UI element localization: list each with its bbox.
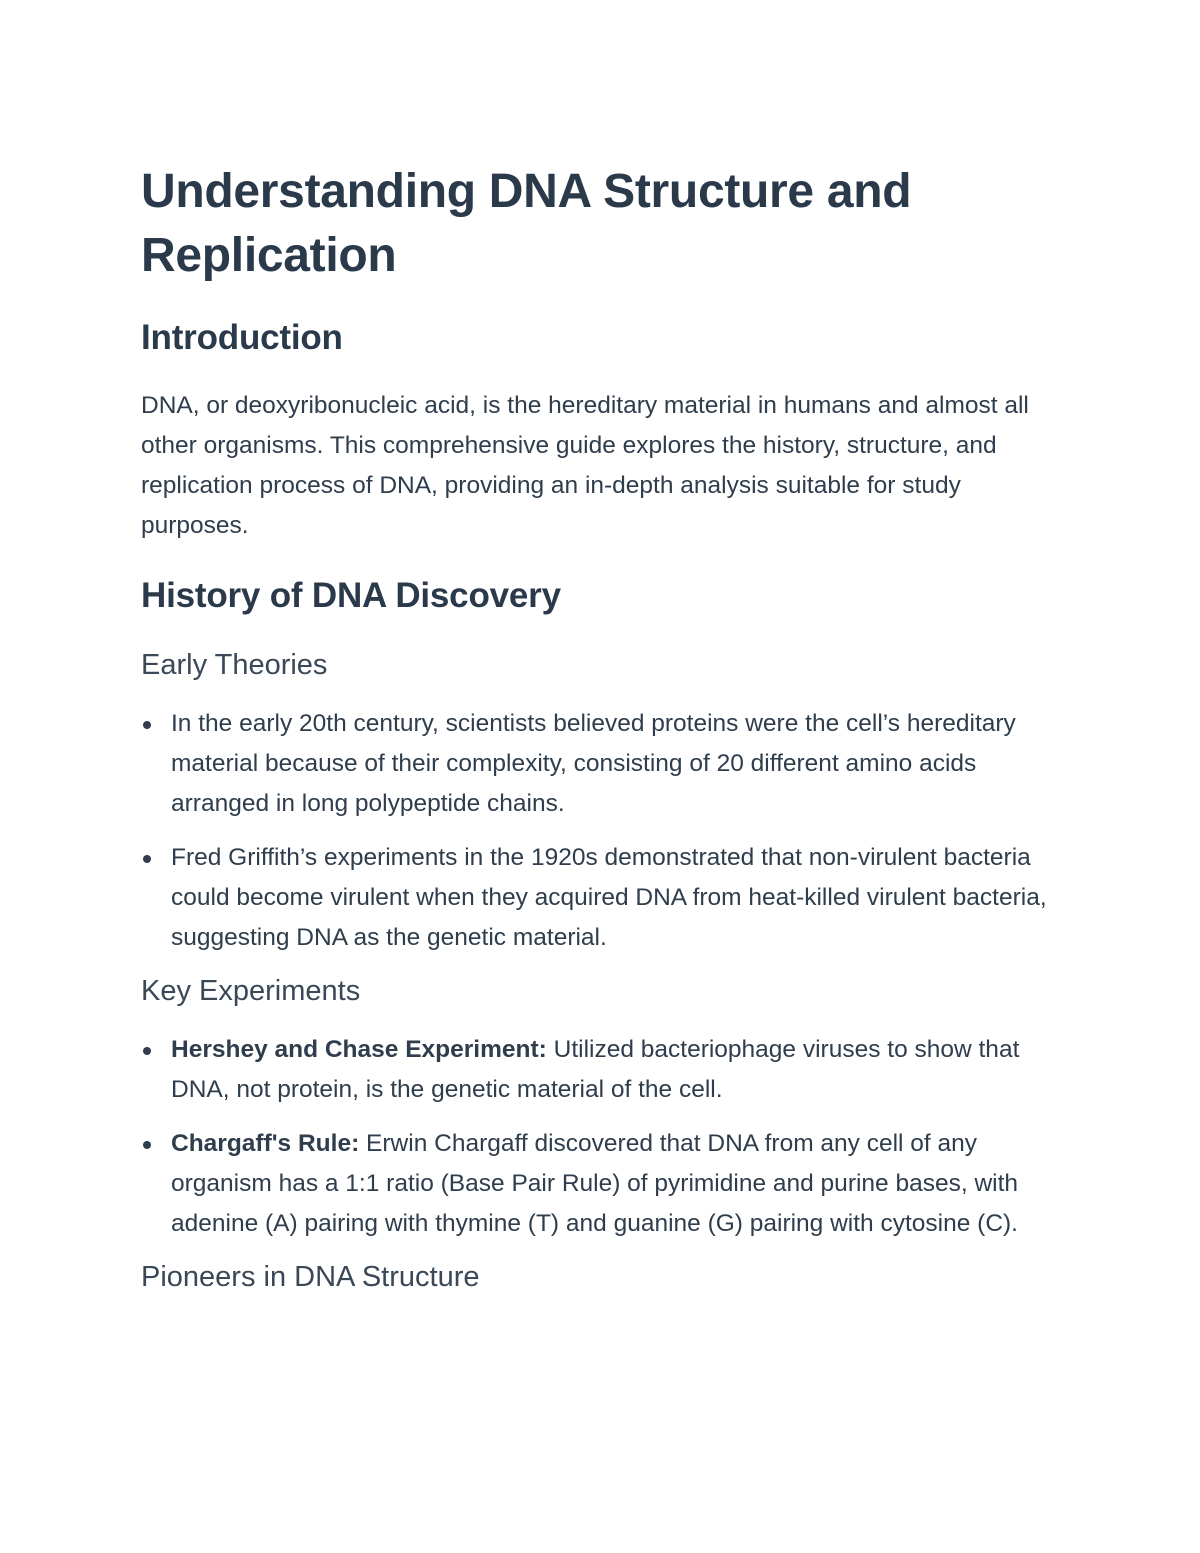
list-item — [141, 838, 1061, 958]
list-item-text: Utilized bacteriophage viruses to show that DNA, not protein, is the genetic material of the cell. — [171, 1036, 1020, 1103]
bullet-icon — [143, 855, 151, 863]
list-item-text: Fred Griffith’s experiments in the 1920s demonstrated that non-virulent bacteria could become virulent when they acquired DNA from heat-killed virulent bacteria, suggesting DNA as the genetic material. — [171, 844, 1047, 951]
list-item — [141, 1124, 1061, 1244]
introduction-heading: Introduction — [141, 318, 343, 357]
list-item-term: Chargaff's Rule: — [171, 1130, 360, 1157]
bullet-icon — [143, 721, 151, 729]
key-experiments-list — [141, 1030, 1061, 1244]
page-title: Understanding DNA Structure and Replication — [141, 165, 912, 282]
list-item — [141, 704, 1061, 824]
document-page — [141, 160, 1061, 1296]
list-item — [141, 1030, 1061, 1110]
list-item-text: In the early 20th century, scientists believed proteins were the cell’s hereditary material because of their complexity, consisting of 20 different amino acids arranged in long polypeptide chains. — [171, 710, 1016, 817]
bullet-icon — [143, 1141, 151, 1149]
key-experiments-heading: Key Experiments — [141, 975, 361, 1007]
early-theories-heading: Early Theories — [141, 649, 328, 681]
history-heading: History of DNA Discovery — [141, 576, 561, 615]
list-item-text: Erwin Chargaff discovered that DNA from any cell of any organism has a 1:1 ratio (Base Pair Rule) of pyrimidine and purine bases, with adenine (A) pairing with thymine (T) and guanine (G) pairing with cytosine (C). — [171, 1130, 1019, 1237]
pioneers-heading: Pioneers in DNA Structure — [141, 1261, 480, 1293]
list-item-term: Hershey and Chase Experiment: — [171, 1036, 547, 1063]
bullet-icon — [143, 1047, 151, 1055]
introduction-paragraph: DNA, or deoxyribonucleic acid, is the hereditary material in humans and almost all other organisms. This comprehensive guide explores the history, structure, and replication process of DNA, providing an in-depth analysis suitable for study purposes. — [141, 392, 1029, 539]
early-theories-list — [141, 704, 1061, 958]
